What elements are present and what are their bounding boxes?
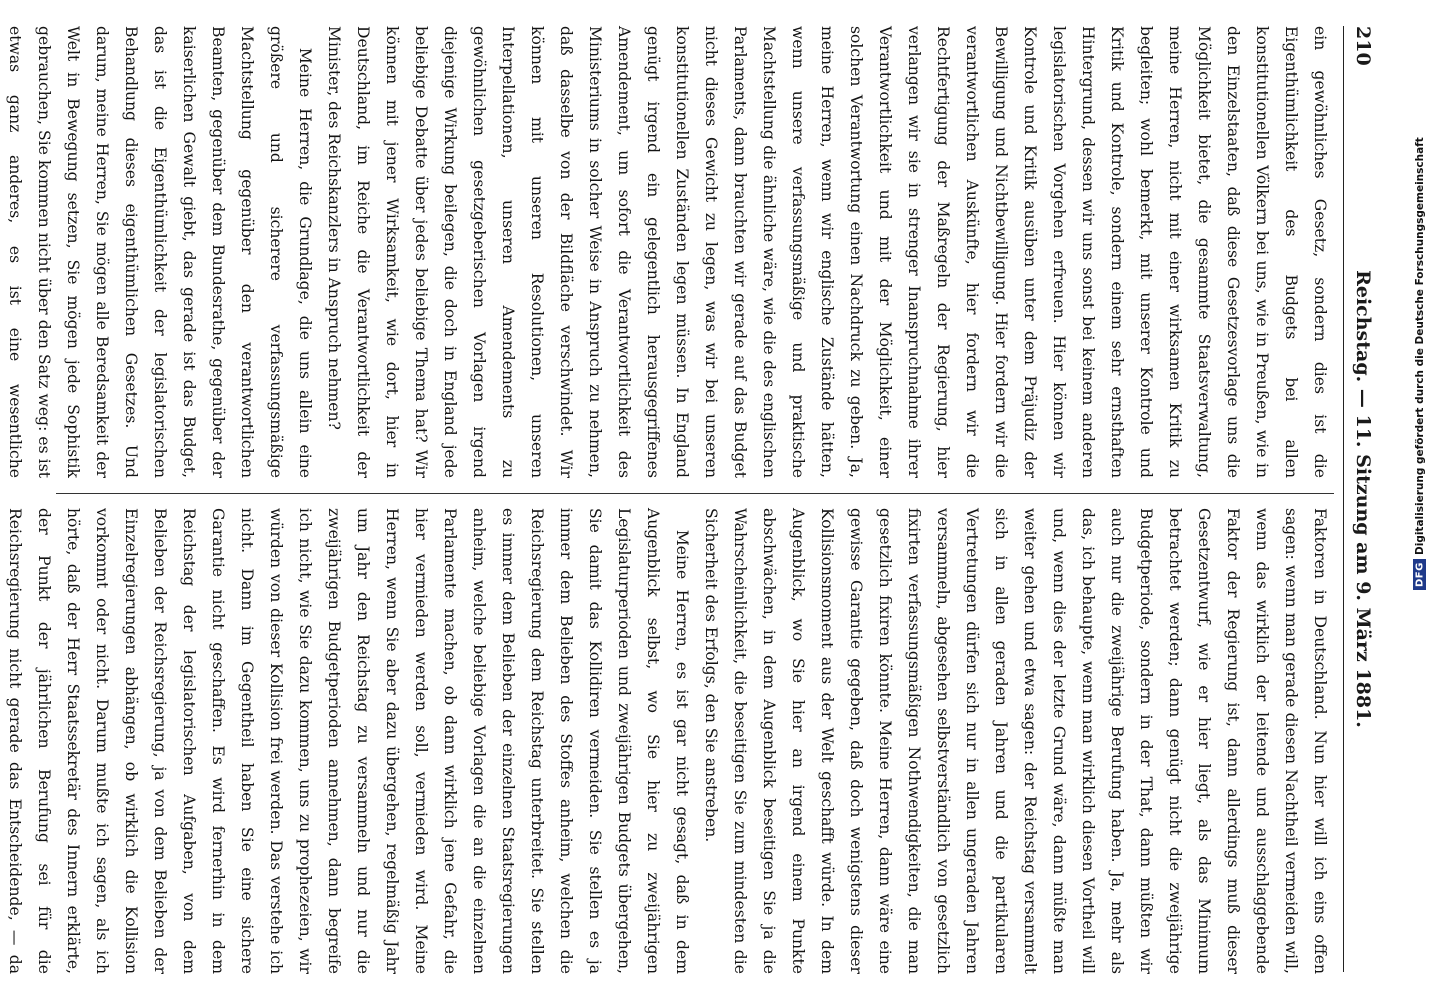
paragraph: Meine Herren, die Grundlage, die uns allein eine größere und sicherere verfassungsmäßige Machtstellung gegenüber den verantwortlichen Beamten, gegenüber dem Bundesrathe, gegenüber der kaiserlichen Gewalt giebt, das gerade ist das Budget, das ist die Eigenthümlichkeit der legislatorischen Behandlung dieses eigenthümlichen Gesetzes. Und darum, meine Herren, Sie mögen alle Beredsamkeit der Welt in Bewegung setzen, Sie mögen jede Sophistik gebrauchen, Sie kommen nicht über den Satz weg: es ist etwas ganz anderes, es ist eine wesentliche <box>6 26 314 478</box>
paragraph: ein gewöhnliches Gesetz, sondern dies ist die Eigenthümlichkeit des Budgets bei allen konstitutionellen Völkern bei uns, wie in Preußen, wie in den Einzelstaaten, daß diese Gesetzesvorlage uns die Möglichkeit bietet, die gesammte Staatsverwaltung, meine Herren, nicht mit einer wirksamen Kritik zu begleiten; wohl bemerkt, mit unserer Kontrole und Kritik und Kontrole, sondern einem sehr ernsthaften Hintergrund, dessen wir uns sonst bei keinem anderen legislatorischen Vorgehen erfreuen. Hier können wir Kontrole und Kritik ausüben unter dem Präjudiz der Bewilligung und Nichtbewilligung. Hier fordern wir die verantwortlichen Auskünfte, hier fordern wir die Rechtfertigung der Maßregeln der Regierung, hier verlangen wir sie in strenger Inanspruchnahme ihrer Verantwortlichkeit und mit der Möglichkeit, einer solchen Verantwortung einen Nachdruck zu geben. Ja, meine Herren, wenn wir englische Zustände hätten, wenn unsere verfassungsmäßige und praktische Machtstellung die ähnliche wäre, wie die des englischen Parlaments, dann brauchten wir gerade auf das Budget nicht dieses Gewicht zu legen, was wir bei unseren konstitutionellen Zuständen legen müssen. In England genügt irgend ein gelegentlich herausgegriffenes Amendement, um sofort die Verantwortlichkeit des Ministeriums in solcher Weise in Anspruch zu nehmen, daß dasselbe von der Bildfläche verschwindet. Wir können mit unseren Resolutionen, unseren Interpellationen, unseren Amendements zu gewöhnlichen gesetzgeberischen Vorlagen irgend diejenige Wirkung beilegen, die doch in England jede beliebige Debatte über jedes beliebige Thema hat? Wir können mit jener Wirksamkeit, wie dort, hier in Deutschland, im Reiche die Verantwortlichkeit der Minister, des Reichskanzlers in Anspruch nehmen? <box>325 26 1329 478</box>
text-column-left <box>6 26 1334 478</box>
page-number: 210 <box>1352 26 1374 66</box>
paragraph: Faktoren in Deutschland. Nun hier will ich eins offen sagen: wenn man gerade diesen Nachtheil vermeiden will, wenn das wirklich der leitende und ausschlaggebende Faktor der Regierung ist, dann allerdings muß dieser Gesetzentwurf, wie er hier liegt, als das Minimum betrachtet werden; dann genügt nicht die zweijährige Budgetperiode, sondern in der That, dann müßten wir auch nur die zweijährige Berufung haben. Ja, mehr als das, ich behaupte, wenn man wirklich diesen Vortheil will und, wenn dies der letzte Grund wäre, dann müßte man weiter gehen und etwa sagen: der Reichstag versammelt sich in allen geraden Jahren und die partikularen Vertretungen dürfen sich nur in allen ungeraden Jahren versammeln, abgesehen selbstverständlich von gesetzlich fixirten verfassungsmäßigen Nothwendigkeiten, die man gesetzlich fixiren könnte. Meine Herren, dann wäre eine gewisse Garantie gegeben, daß doch wenigstens dieser Kollisionsmoment aus der Welt geschafft würde. In dem Augenblick, wo Sie hier an irgend einem Punkte abschwächen, in dem Augenblick beseitigen Sie ja die Wahrscheinlichkeit, die beseitigen Sie zum mindesten die Sicherheit des Erfolgs, den Sie anstreben. <box>702 508 1329 974</box>
column-rule <box>56 493 1334 494</box>
text-column-right <box>6 508 1334 974</box>
funding-notice-text: Digitalisierung gefördert durch die Deutsche Forschungsgemeinschaft <box>1414 137 1426 556</box>
page-header <box>1343 26 1384 972</box>
dfg-logo: DFG <box>1414 559 1427 590</box>
paragraph: Meine Herren, es ist gar nicht gesagt, daß in dem Augenblick selbst, wo Sie hier zu zweijährigen Legislaturperioden und zweijährigen Budgets übergehen, Sie damit das Kollidiren vermeiden. Sie stellen es ja immer dem Belieben des Stoffes anheim, welchen die Reichsregierung dem Reichstag unterbreitet. Sie stellen es immer dem Belieben der einzelnen Staatsregierungen anheim, welche beliebige Vorlagen die an die einzelnen Parlamente machen, ob dann wirklich jene Gefahr, die hier vermieden werden soll, vermieden wird. Meine Herren, wenn Sie aber dazu übergehen, regelmäßig Jahr um Jahr den Reichstag zu versammeln und nur die zweijährigen Budgetperioden annehmen, dann begreife ich nicht, wie Sie dazu kommen, uns zu prophezeien, wir würden von dieser Kollision frei werden. Das verstehe ich nicht. Dann im Gegentheil haben Sie eine sichere Garantie nicht geschaffen. Es wird fernerhin in dem Reichstag der legislatorischen Aufgaben, von dem Belieben der Reichsregierung, ja von dem Belieben der Einzelregierungen abhängen, ob wirklich die Kollision vorkommt oder nicht. Darum mußte ich sagen, als ich hörte, daß der Herr Staatssekretär des Innern erklärte, der Punkt der jährlichen Berufung sei für die Reichsregierung nicht gerade das Entscheidende, — da <box>6 508 691 974</box>
running-head: Reichstag. — 11. Sitzung am 9. März 1881. <box>1352 270 1374 728</box>
scanned-page <box>6 4 1396 994</box>
funding-notice <box>1409 10 1431 590</box>
